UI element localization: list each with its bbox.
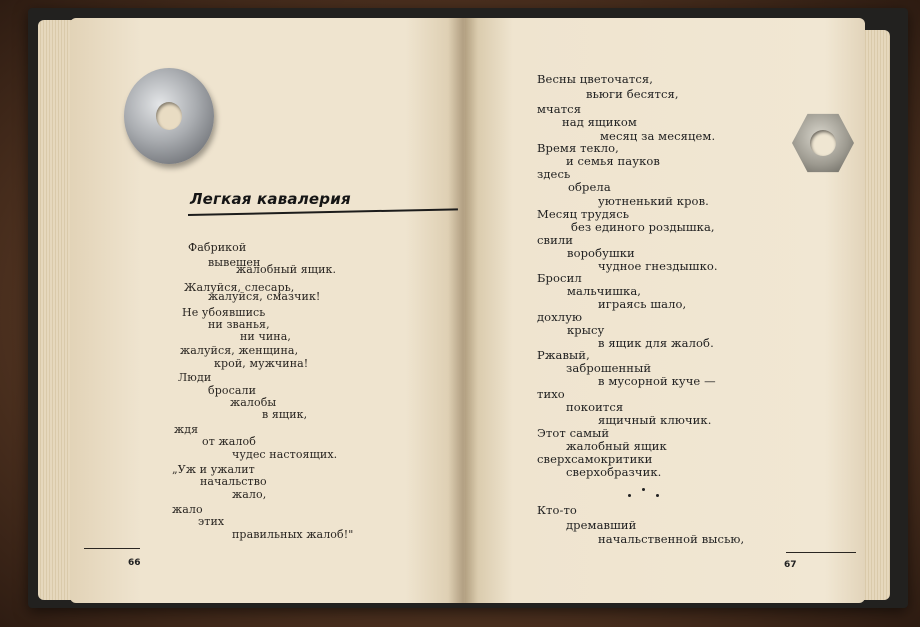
right-line: дохлую	[537, 310, 583, 324]
right-line: обрела	[568, 180, 611, 194]
right-line: мальчишка,	[567, 284, 642, 298]
left-line: ни чина,	[240, 330, 291, 343]
right-line: крысу	[567, 323, 605, 337]
left-footer-rule	[84, 548, 140, 549]
right-line: Бросил	[537, 271, 582, 285]
right-line: покоится	[566, 400, 624, 414]
washer-hole	[156, 102, 182, 130]
right-line: в мусорной куче —	[598, 374, 716, 388]
right-line: вьюги бесятся,	[586, 87, 679, 101]
right-line: заброшенный	[566, 361, 652, 375]
left-line: этих	[198, 515, 225, 528]
right-line: месяц за месяцем.	[600, 129, 716, 143]
left-line: вывешен	[208, 256, 261, 269]
left-line: „Уж и ужалит	[172, 463, 255, 476]
left-line: бросали	[208, 384, 257, 397]
right-line: мчатся	[537, 102, 582, 116]
metal-washer-icon	[124, 68, 214, 164]
right-line: играясь шало,	[598, 297, 687, 311]
section-separator-dots	[626, 486, 666, 506]
right-line: жалобный ящик	[566, 439, 667, 453]
right-line: без единого роздышка,	[571, 220, 715, 234]
right-line: сверхобразчик.	[566, 465, 662, 479]
left-line: Люди	[178, 371, 212, 384]
right-line: ящичный ключик.	[598, 413, 712, 427]
right-line: дремавший	[566, 518, 637, 532]
right-page-number: 67	[784, 560, 797, 570]
right-line: свили	[537, 233, 574, 247]
poem-heading: Легкая кавалерия	[190, 190, 351, 208]
left-line: Жалуйся, слесарь,	[184, 281, 295, 294]
left-line: жалобы	[230, 396, 277, 409]
left-line: от жалоб	[202, 435, 256, 448]
right-line: сверхсамокритики	[537, 452, 653, 466]
left-line: Не убоявшись	[182, 306, 266, 319]
left-line: чудес настоящих.	[232, 448, 338, 461]
left-line: начальство	[200, 475, 267, 488]
nut-hole	[810, 130, 836, 156]
right-line: и семья пауков	[566, 154, 660, 168]
left-line: правильных жалоб!"	[232, 528, 354, 541]
right-line: здесь	[537, 167, 571, 181]
right-line: тихо	[537, 387, 565, 401]
right-line: в ящик для жалоб.	[598, 336, 714, 350]
left-line: ни званья,	[208, 318, 270, 331]
left-line: жалуйся, женщина,	[180, 344, 299, 357]
right-line: Этот самый	[537, 426, 610, 440]
left-line: в ящик,	[262, 408, 308, 421]
right-line: над ящиком	[562, 115, 637, 129]
left-line: жало,	[232, 488, 267, 501]
right-line: Весны цветочатся,	[537, 72, 654, 86]
right-line: Время текло,	[537, 141, 619, 155]
left-line: Фабрикой	[188, 241, 247, 254]
left-line: крой, мужчина!	[214, 357, 309, 370]
right-footer-rule	[786, 552, 856, 553]
right-line: начальственной высью,	[598, 532, 745, 546]
left-line: жалуйся, смазчик!	[208, 290, 321, 303]
left-line: жало	[172, 503, 203, 516]
right-line: уютненький кров.	[598, 194, 709, 208]
book-gutter	[448, 18, 478, 603]
right-line: Кто-то	[537, 503, 577, 517]
right-line: Месяц трудясь	[537, 207, 630, 221]
left-line: ждя	[174, 423, 199, 436]
right-line: Ржавый,	[537, 348, 590, 362]
right-line: чудное гнездышко.	[598, 259, 718, 273]
right-line: воробушки	[567, 246, 635, 260]
left-line: жалобный ящик.	[236, 263, 337, 276]
left-page-number: 66	[128, 558, 141, 568]
